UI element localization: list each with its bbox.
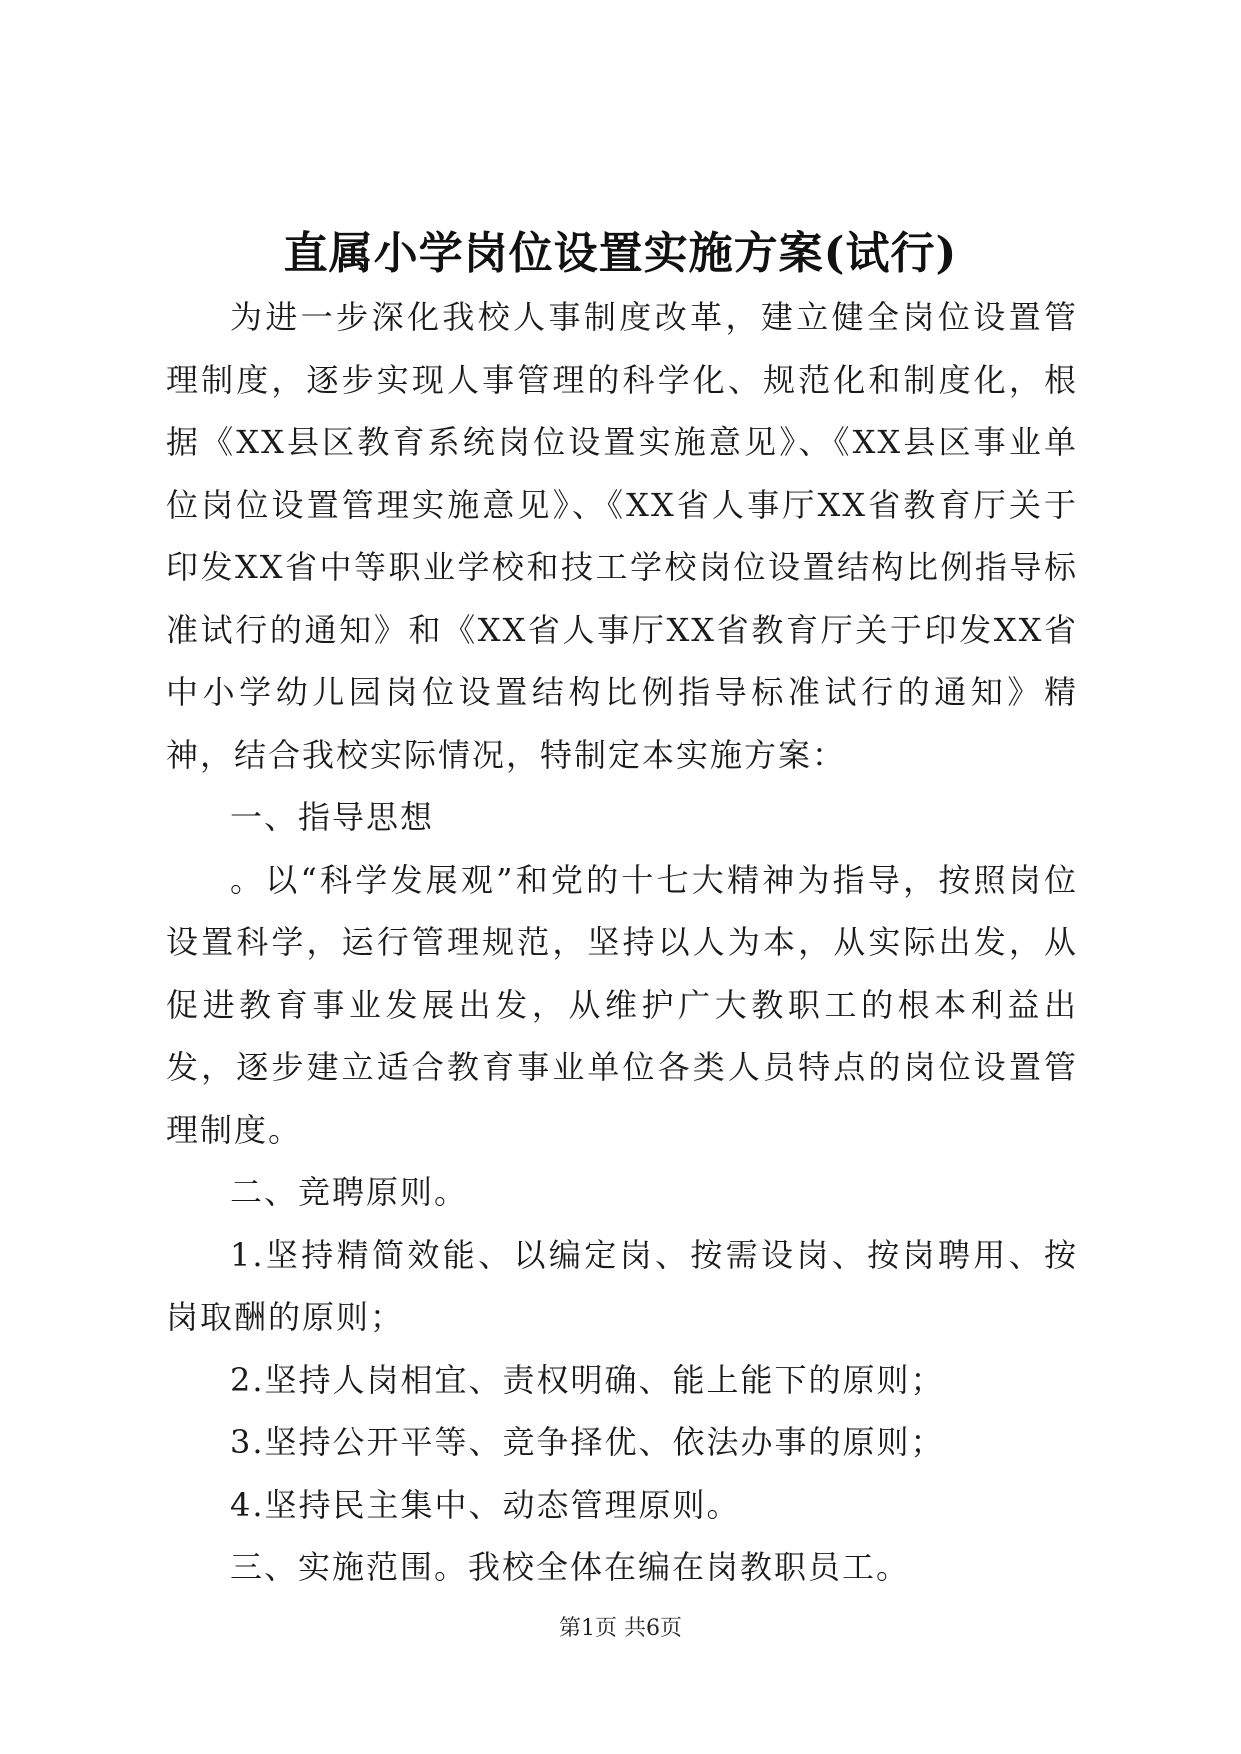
principle-item-2: 2.坚持人岗相宜、责权明确、能上能下的原则； (230, 1360, 945, 1399)
paragraph-guiding-ideology: 。以“科学发展观”和党的十七大精神为指导，按照岗位设置科学，运行管理规范，坚持以人为本，从实际出发，从促进教育事业发展出发，从维护广大教职工的根本利益出发，逐步建立适合教育事业单位各类人员特点的岗位设置管理制度。 (166, 860, 1078, 1149)
heading-guiding-ideology: 一、指导思想 (230, 798, 435, 836)
principle-item-1: 1.坚持精简效能、以编定岗、按需设岗、按岗聘用、按岗取酬的原则； (166, 1235, 1078, 1336)
page-number-footer: 第1页 共6页 (559, 1616, 682, 1641)
paragraph-intro: 为进一步深化我校人事制度改革，建立健全岗位设置管理制度，逐步实现人事管理的科学化、规范化和制度化，根据《XX县区教育系统岗位设置实施意见》、《XX县区事业单位岗位设置管理实施意见》、《XX省人事厅XX省教育厅关于印发XX省中等职业学校和技工学校岗位设置结构比例指导标准试行的通知》和《XX省人事厅XX省教育厅关于印发XX省中小学幼儿园岗位设置结构比例指导标准试行的通知》精神，结合我校实际情况，特制定本实施方案： (166, 298, 1078, 774)
document-body (166, 286, 1078, 1599)
heading-recruitment-principles: 二、竞聘原则。 (230, 1173, 469, 1211)
document-title: 直属小学岗位设置实施方案(试行) (283, 228, 958, 279)
principle-item-3: 3.坚持公开平等、竞争择优、依法办事的原则； (230, 1423, 945, 1461)
principle-item-4: 4.坚持民主集中、动态管理原则。 (230, 1485, 741, 1524)
paragraph-implementation-scope: 三、实施范围。我校全体在编在岗教职员工。 (230, 1548, 911, 1586)
